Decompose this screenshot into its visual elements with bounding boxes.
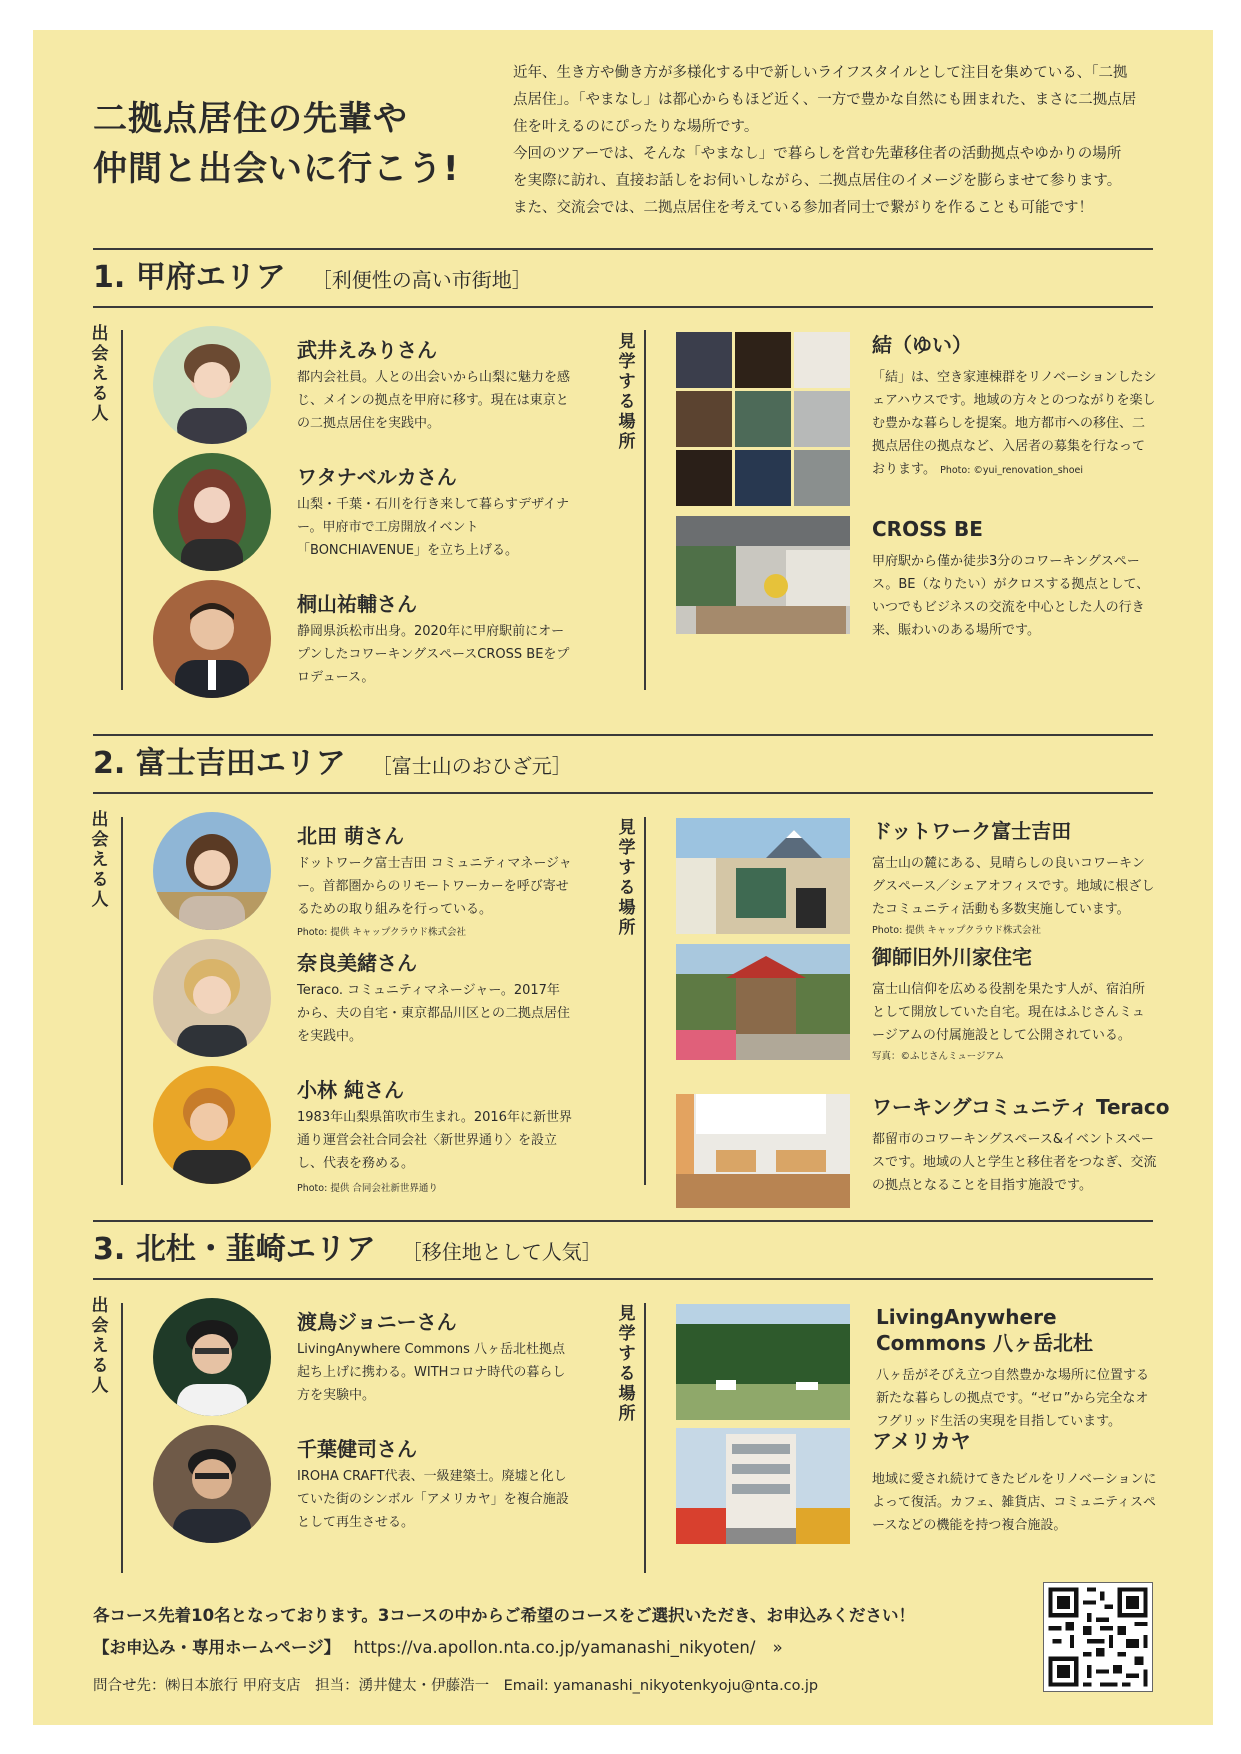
photo-credit: 写真：©ふじさんミュージアム xyxy=(872,1051,1004,1062)
person-card xyxy=(153,812,573,938)
place-name: ワーキングコミュニティ Teraco xyxy=(872,1095,1170,1119)
avatar xyxy=(153,812,271,930)
person-description: 静岡県浜松市出身。2020年に甲府駅前にオープンしたコワーキングスペースCROSS BEをプロデュース。 xyxy=(297,624,570,685)
intro-text xyxy=(513,60,1173,222)
person-description: 山梨・千葉・石川を行き来して暮らすデザイナー。甲府市で工房開放イベント「BONCHIAVENUE」を立ち上げる。 xyxy=(297,497,570,558)
person-description: IROHA CRAFT代表、一級建築士。廃墟と化していた街のシンボル「アメリカヤ」を複合施設として再生させる。 xyxy=(297,1469,569,1530)
person-description: Teraco. コミュニティマネージャー。2017年から、夫の自宅・東京都品川区との二拠点居住を実践中。 xyxy=(297,983,571,1044)
section-title-text: 2. 富士吉田エリア xyxy=(93,746,346,781)
place-photo xyxy=(676,516,850,634)
place-name: CROSS BE xyxy=(872,517,983,541)
apply-label: 【お申込み・専用ホームページ】 xyxy=(93,1638,341,1657)
places-label: 見 学 す る 場 所 xyxy=(618,1304,636,1424)
places-divider-line xyxy=(644,1303,646,1573)
people-divider-line xyxy=(121,817,123,1185)
place-description: 八ヶ岳がそびえ立つ自然豊かな場所に位置する新たな暮らしの拠点です。“ゼロ”から完全なオフグリッド生活の実現を目指しています。 xyxy=(876,1368,1150,1429)
person-card xyxy=(153,326,573,446)
section-subtitle: ［利便性の高い市街地］ xyxy=(311,268,532,292)
place-photo xyxy=(676,1304,850,1420)
place-name: アメリカヤ xyxy=(872,1429,971,1453)
place-description: 都留市のコワーキングスペース&イベントスペースです。地域の人と学生と移住者をつなぎ、交流の拠点となることを目指す施設です。 xyxy=(872,1132,1157,1193)
section-divider xyxy=(93,306,1153,308)
places-label: 見 学 す る 場 所 xyxy=(618,818,636,938)
place-photo xyxy=(676,944,850,1060)
qr-code-icon[interactable] xyxy=(1043,1582,1153,1692)
person-name: 武井えみりさん xyxy=(297,338,437,362)
person-name: 小林 純さん xyxy=(297,1078,404,1102)
intro-line: を実際に訪れ、直接お話しをお伺いしながら、二拠点居住のイメージを膨らませて参ります。 xyxy=(513,173,1122,189)
section-divider xyxy=(93,1220,1153,1222)
person-name: 千葉健司さん xyxy=(297,1437,417,1461)
headline-line2: 仲間と出会いに行こう! xyxy=(93,149,460,189)
section-divider xyxy=(93,1278,1153,1280)
section-title xyxy=(93,742,572,788)
footer-contact: 問合せ先：㈱日本旅行 甲府支店 担当：湧井健太・伊藤浩一 Email: yamanashi_nikyotenkyoju@nta.co.jp xyxy=(93,1678,819,1694)
person-card xyxy=(153,580,573,700)
person-card xyxy=(153,1298,573,1418)
people-label: 出 会 え る 人 xyxy=(91,324,109,424)
intro-line: 住を叶えるのにぴったりな場所です。 xyxy=(513,119,759,135)
section-divider xyxy=(93,248,1153,250)
intro-line: 点居住」。「やまなし」は都心からもほど近く、一方で豊かな自然にも囲まれた、まさに二拠点居 xyxy=(513,92,1137,108)
place-description: 富士山信仰を広める役割を果たす人が、宿泊所として開放していた自宅。現在はふじさんミュージアムの付属施設として公開されている。 xyxy=(872,982,1146,1043)
section-title-text: 3. 北杜・韮崎エリア xyxy=(93,1232,376,1267)
place-name: 御師旧外川家住宅 xyxy=(872,945,1032,969)
person-card xyxy=(153,453,573,573)
section-divider xyxy=(93,792,1153,794)
person-description: ドットワーク富士吉田 コミュニティマネージャー。首都圏からのリモートワーカーを呼び寄せるための取り組みを行っている。 xyxy=(297,856,572,917)
avatar xyxy=(153,326,271,444)
place-photo xyxy=(676,332,850,506)
avatar xyxy=(153,1298,271,1416)
person-name: 渡鳥ジョニーさん xyxy=(297,1310,457,1334)
footer-apply xyxy=(93,1634,783,1658)
person-name: ワタナベルカさん xyxy=(297,465,457,489)
avatar xyxy=(153,580,271,698)
section-title-text: 1. 甲府エリア xyxy=(93,260,286,295)
flyer-sheet xyxy=(33,30,1213,1725)
place-name xyxy=(876,1304,1093,1356)
avatar xyxy=(153,1066,271,1184)
headline-line1: 二拠点居住の先輩や xyxy=(93,99,408,139)
people-label: 出 会 え る 人 xyxy=(91,1296,109,1396)
avatar xyxy=(153,939,271,1057)
place-photo xyxy=(676,1428,850,1544)
place-description: 「結」は、空き家連棟群をリノベーションしたシェアハウスです。地域の方々とのつながりを楽しむ豊かな暮らしを提案。地方都市への移住、二拠点居住の拠点など、入居者の募集を行なっております。 Photo: ©yui_renovation_shoei xyxy=(872,370,1157,477)
person-description: LivingAnywhere Commons 八ヶ岳北杜拠点起ち上げに携わる。WITHコロナ時代の暮らし方を実験中。 xyxy=(297,1342,566,1403)
intro-line: また、交流会では、二拠点居住を考えている参加者同士で繋がりを作ることも可能です！ xyxy=(513,200,1093,216)
arrow-icon: » xyxy=(772,1638,783,1657)
place-photo xyxy=(676,818,850,934)
photo-credit: Photo: ©yui_renovation_shoei xyxy=(940,465,1083,476)
people-divider-line xyxy=(121,330,123,690)
place-name: ドットワーク富士吉田 xyxy=(872,819,1072,843)
places-divider-line xyxy=(644,817,646,1185)
section-divider xyxy=(93,734,1153,736)
photo-credit: Photo: 提供 キャップクラウド株式会社 xyxy=(872,925,1042,936)
place-photo xyxy=(676,1094,850,1208)
person-card xyxy=(153,1066,573,1194)
section-subtitle: ［富士山のおひざ元］ xyxy=(371,754,572,778)
apply-url-link[interactable]: https://va.apollon.nta.co.jp/yamanashi_nikyoten/ xyxy=(353,1638,756,1657)
people-label: 出 会 え る 人 xyxy=(91,810,109,910)
place-description: 地域に愛され続けてきたビルをリノベーションによって復活。カフェ、雑貨店、コミュニティスペースなどの機能を持つ複合施設。 xyxy=(872,1472,1157,1533)
footer-note: 各コース先着10名となっております。3コースの中からご希望のコースをご選択いただき、お申込みください！ xyxy=(93,1606,915,1625)
place-description: 甲府駅から僅か徒歩3分のコワーキングスペース。BE（なりたい）がクロスする拠点として、いつでもビジネスの交流を中心とした人の行き来、賑わいのある場所です。 xyxy=(872,554,1150,638)
section-title xyxy=(93,256,532,302)
places-divider-line xyxy=(644,330,646,690)
places-label: 見 学 す る 場 所 xyxy=(618,332,636,452)
place-description: 富士山の麓にある、見晴らしの良いコワーキングスペース／シェアオフィスです。地域に根ざしたコミュニティ活動も多数実施しています。 xyxy=(872,856,1155,917)
person-description: 1983年山梨県笛吹市生まれ。2016年に新世界通り運営会社合同会社〈新世界通り〉を設立し、代表を務める。 xyxy=(297,1110,572,1171)
place-name: 結（ゆい） xyxy=(872,333,972,357)
intro-line: 近年、生き方や働き方が多様化する中で新しいライフスタイルとして注目を集めている、「二拠 xyxy=(513,65,1128,81)
section-title xyxy=(93,1228,602,1274)
person-description: 都内会社員。人との出会いから山梨に魅力を感じ、メインの拠点を甲府に移す。現在は東京との二拠点居住を実践中。 xyxy=(297,370,571,431)
intro-line: 今回のツアーでは、そんな「やまなし」で暮らしを営む先輩移住者の活動拠点やゆかりの場所 xyxy=(513,146,1122,162)
person-name: 奈良美緒さん xyxy=(297,951,417,975)
person-card xyxy=(153,939,573,1059)
person-name: 桐山祐輔さん xyxy=(297,592,417,616)
avatar xyxy=(153,1425,271,1543)
person-name: 北田 萌さん xyxy=(297,824,404,848)
headline xyxy=(93,94,460,194)
person-card xyxy=(153,1425,573,1545)
avatar xyxy=(153,453,271,571)
people-divider-line xyxy=(121,1303,123,1573)
place-name-line: LivingAnywhere xyxy=(876,1305,1057,1329)
section-subtitle: ［移住地として人気］ xyxy=(401,1240,602,1264)
place-name-line: Commons 八ヶ岳北杜 xyxy=(876,1331,1093,1355)
photo-credit: Photo: 提供 合同会社新世界通り xyxy=(297,1183,438,1194)
photo-credit: Photo: 提供 キャップクラウド株式会社 xyxy=(297,927,467,938)
